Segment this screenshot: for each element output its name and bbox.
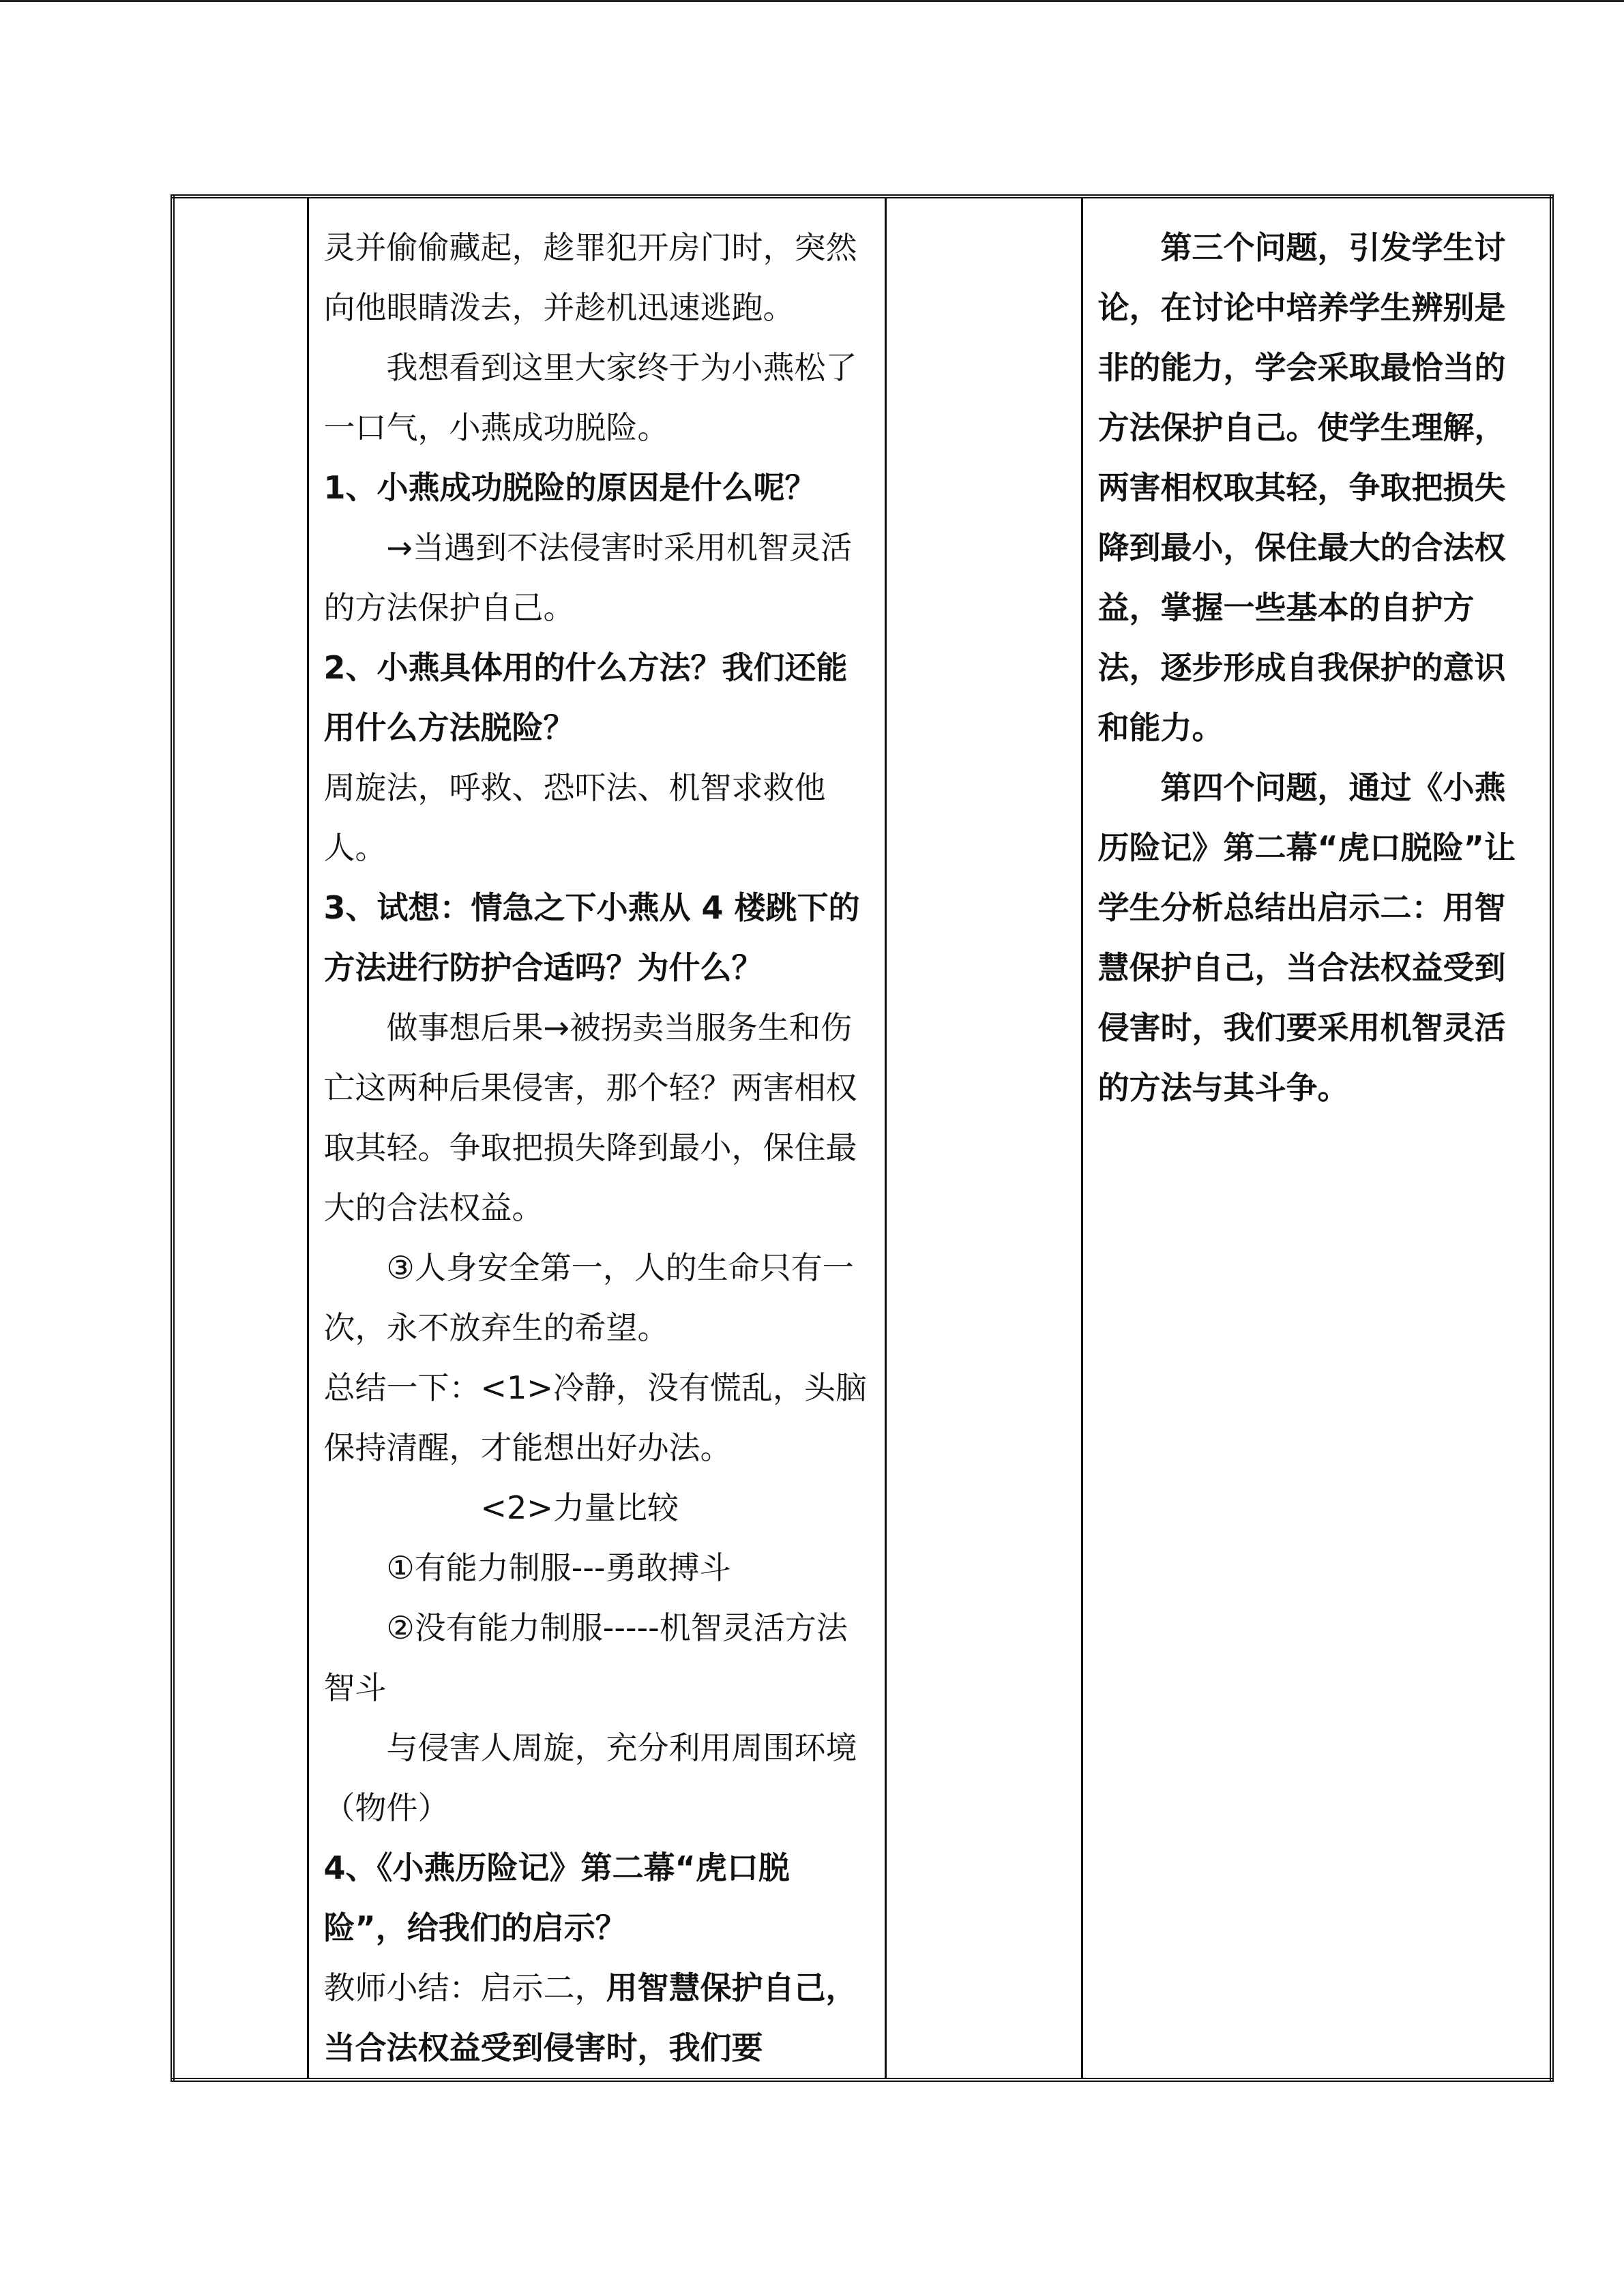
answer-3-point: ③人身安全第一，人的生命只有一次，永不放弃生的希望。 [323,1249,854,1346]
teacher-conclusion [324,1958,870,2078]
page-top-border [0,0,1624,2]
conclusion-bold: 用智慧保护自己，当合法权益受到侵害时，我们要 [323,1969,857,2066]
question-3: 3、试想：情急之下小燕从 4 楼跳下的方法进行防护合适吗？为什么？ [323,889,860,986]
summary-line: 与侵害人周旋，充分利用周围环境（物件） [323,1729,857,1826]
summary-line: ②没有能力制服-----机智灵活方法智斗 [323,1609,848,1706]
empty-left-cell [173,196,308,2080]
design-intent-cell [1082,196,1552,2080]
answer-1: →当遇到不法侵害时采用机智灵活的方法保护自己。 [323,529,853,626]
question-2: 2、小燕具体用的什么方法？我们还能用什么方法脱险？ [323,649,848,746]
intent-paragraph: 第四个问题，通过《小燕历险记》第二幕“虎口脱险”让学生分析总结出启示二：用智慧保护自己，当合法权益受到侵害时，我们要采用机智灵活的方法与其斗争。 [1097,769,1516,1106]
teaching-content-cell [308,196,885,2080]
content-paragraph: 灵并偷偷藏起，趁罪犯开房门时，突然向他眼睛泼去，并趁机迅速逃跑。 [323,229,857,326]
summary-line: ①有能力制服---勇敢搏斗 [386,1549,731,1586]
content-paragraph: 我想看到这里大家终于为小燕松了一口气，小燕成功脱险。 [323,349,857,446]
intent-paragraph: 第三个问题，引发学生讨论，在讨论中培养学生辨别是非的能力，学会采取最恰当的方法保护自己。使学生理解，两害相权取其轻，争取把损失降到最小，保住最大的合法权益，掌握一些基本的自护方法，逐步形成自我保护的意识和能力。 [1097,229,1506,746]
summary-line: <2>力量比较 [480,1489,679,1526]
answer-2: 周旋法，呼救、恐吓法、机智求救他人。 [323,769,826,866]
question-4: 4、《小燕历险记》第二幕“虎口脱险”，给我们的启示？ [323,1849,790,1946]
table-row [173,196,1552,2080]
question-1: 1、小燕成功脱险的原因是什么呢？ [323,469,816,506]
lesson-plan-table [171,194,1554,2082]
empty-middle-cell [885,196,1082,2080]
summary-line: 总结一下：<1>冷静，没有慌乱，头脑保持清醒，才能想出好办法。 [323,1369,867,1466]
conclusion-label: 教师小结：启示二， [323,1969,606,2006]
answer-3: 做事想后果→被拐卖当服务生和伤亡这两种后果侵害，那个轻？两害相权取其轻。争取把损失降到最小，保住最大的合法权益。 [323,1009,857,1226]
